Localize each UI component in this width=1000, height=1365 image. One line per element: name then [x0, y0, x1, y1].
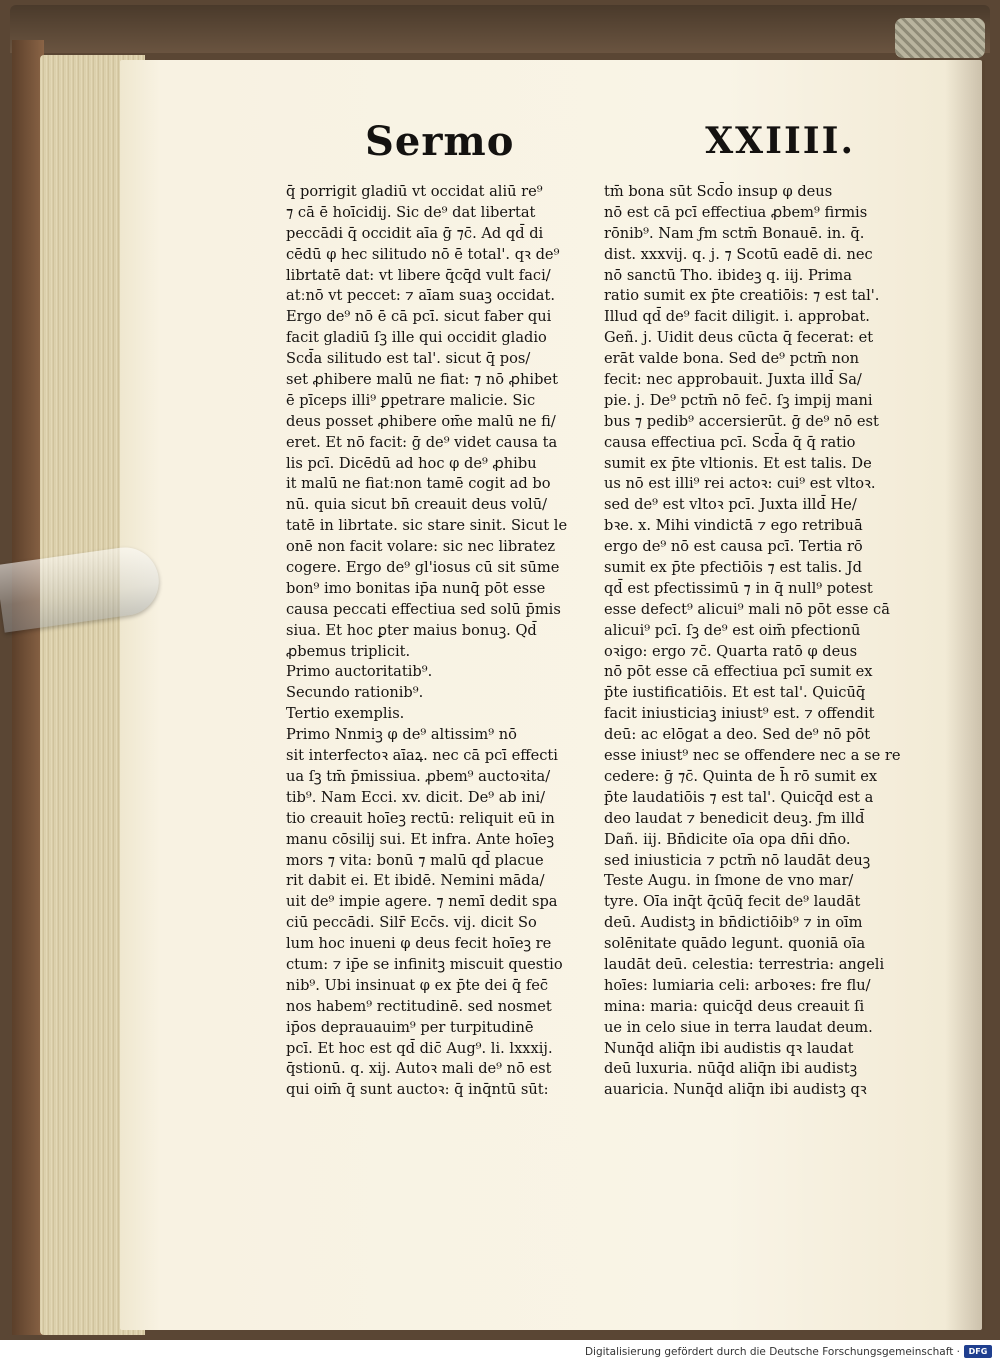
text-line: ē pīceps illi⁹ ꝑpetrare malicie. Sic [286, 391, 536, 409]
text-line: p̄te laudatiōis ⁊ est tal'. Quicq̄d est a [604, 788, 874, 806]
text-line: ꝓbemus triplicit. [286, 642, 411, 660]
text-line: tib⁹. Nam Ecci. xv. dicit. De⁹ ab ini/ [286, 788, 546, 806]
text-line: pcī. Et hoc est qd̄ dic̄ Aug⁹. li. lxxxij. [286, 1039, 553, 1057]
text-line: cedere: ḡ ⁊c̄. Quinta de h̄ rō sumit ex [604, 767, 878, 785]
text-line: rōnib⁹. Nam ƒm sctm̄ Bonauē. in. q̄. [604, 224, 865, 242]
text-line: fecit: nec approbauit. Juxta illd̄ Sa/ [604, 371, 862, 389]
text-line: bus ⁊ pedib⁹ accersierūt. ḡ de⁹ nō est [604, 412, 879, 430]
text-line: nō pōt esse cā effectiua pcī sumit ex [604, 663, 873, 681]
text-line: sed iniusticia ⁊ pctm̄ nō laudāt deuꝫ [604, 851, 871, 869]
text-line: esse iniust⁹ nec se offendere nec a se re [604, 747, 901, 765]
text-line: set ꝓhibere malū ne fiat: ⁊ nō ꝓhibet [286, 371, 558, 389]
text-line: deus posset ꝓhibere om̄e malū ne fi/ [286, 412, 556, 430]
text-line: pie. j. De⁹ pctm̄ nō fec̄. ſꝫ impij mani [604, 391, 873, 409]
text-line: Primo Nnmiꝫ φ de⁹ altissim⁹ nō [286, 726, 517, 744]
text-line: nū. quia sicut bn̄ creauit deus volū/ [286, 496, 548, 514]
text-line: sumit ex p̄te vltionis. Et est talis. De [604, 454, 872, 472]
text-line: Nunq̄d aliq̄n ibi audistis qꝛ laudat [604, 1039, 854, 1057]
header-folio: XXIIII. [705, 120, 855, 162]
header-title: Sermo [365, 118, 515, 165]
text-line: causa peccati effectiua sed solū p̄mis [286, 600, 561, 618]
text-line: alicui⁹ pcī. ſꝫ de⁹ est oim̄ pfectionū [604, 621, 861, 639]
digitization-footer [0, 1340, 1000, 1365]
text-line: Geñ. j. Uidit deus cūcta q̄ fecerat: et [604, 329, 874, 347]
text-line: solēnitate quādo legunt. quoniā oīa [604, 935, 866, 953]
text-line: erāt valde bona. Sed de⁹ pctm̄ non [604, 350, 860, 368]
text-line: Secundo rationib⁹. [286, 684, 424, 702]
text-line: facit iniusticiaꝫ iniust⁹ est. ⁊ offendit [604, 705, 875, 723]
text-line: ratio sumit ex p̄te creatiōis: ⁊ est tal'. [604, 287, 880, 305]
text-line: nib⁹. Ubi insinuat φ ex p̄te dei q̄ fec̄ [286, 976, 549, 994]
dfg-logo: DFG [964, 1345, 992, 1358]
text-line: ip̄os deprauauim⁹ per turpitudinē [286, 1018, 534, 1036]
text-line: sumit ex p̄te pfectiōis ⁊ est talis. Jd [604, 559, 862, 577]
text-line: deū: ac elōgat a deo. Sed de⁹ nō pōt [604, 726, 871, 744]
text-line: uit de⁹ impie agere. ⁊ nemī dedit spa [286, 893, 558, 911]
running-header [365, 118, 855, 174]
text-line: onē non facit volare: sic nec libratez [286, 538, 556, 556]
text-line: sed de⁹ est vltoꝛ pcī. Juxta illd̄ He/ [604, 496, 857, 514]
bookmark-ribbon [895, 18, 985, 58]
text-line: dist. xxxvij. q. j. ⁊ Scotū eadē di. nec [604, 245, 873, 263]
text-line: Illud qd̄ de⁹ facit diligit. i. approbat. [604, 308, 870, 326]
text-line: Scd̄a silitudo est tal'. sicut q̄ pos/ [286, 350, 531, 368]
page-gutter-shadow [945, 60, 985, 1330]
text-line: bꝛe. x. Mihi vindictā ⁊ ego retribuā [604, 517, 863, 535]
text-line: ua ſꝫ tm̄ p̄missiua. ꝓbem⁹ auctoꝛita/ [286, 767, 551, 785]
text-column-right [604, 182, 914, 1101]
text-line: bon⁹ imo bonitas ip̄a nunq̄ pōt esse [286, 579, 546, 597]
text-line: tatē in librtate. sic stare sinit. Sicut le [286, 517, 568, 535]
text-line: oꝛigo: ergo ⁊c̄. Quarta ratō φ deus [604, 642, 858, 660]
text-column-left [286, 182, 604, 1101]
text-line: it malū ne fiatːnon tamē cogit ad bo [286, 475, 551, 493]
text-line: Dañ. iij. Bn̄dicite oīa opa dn̄i dn̄o. [604, 830, 851, 848]
funding-note: Digitalisierung gefördert durch die Deutsche Forschungsgemeinschaft · [584, 1346, 960, 1358]
text-line: q̄ porrigit gladiū vt occidat aliū re⁹ [286, 183, 543, 200]
text-line: Teste Augu. in ſmone de vno mar/ [604, 872, 854, 890]
text-line: hoīes: lumiaria celi: arboꝛes: fre flu/ [604, 976, 871, 994]
text-line: qd̄ est pfectissimū ⁊ in q̄ null⁹ potest [604, 579, 873, 597]
text-line: siua. Et hoc ꝑter maius bonuꝫ. Qd̄ [286, 621, 537, 639]
text-line: deū luxuria. nūq̄d aliq̄n ibi audistꝫ [604, 1060, 858, 1078]
text-line: Tertio exemplis. [286, 705, 405, 723]
text-line: sit interfectoꝛ aīaꝝ. nec cā pcī effecti [286, 747, 558, 765]
text-line: deū. Audistꝫ in bn̄dictiōib⁹ ⁊ in oīm [604, 914, 863, 932]
text-line: librtatē dat: vt libere q̄cq̄d vult faci/ [286, 266, 551, 284]
text-line: esse defect⁹ alicui⁹ mali nō pōt esse cā [604, 600, 890, 618]
text-line: Ergo de⁹ nō ē cā pcī. sicut faber qui [286, 308, 552, 326]
text-line: manu cōsilij sui. Et infra. Ante hoīeꝫ [286, 830, 555, 848]
text-line: mors ⁊ vita: bonū ⁊ malū qd̄ placue [286, 851, 544, 869]
text-line: lis pcī. Dicēdū ad hoc φ de⁹ ꝓhibu [286, 454, 537, 472]
text-line: ⁊ cā ē hoīcidij. Sic de⁹ dat libertat [286, 203, 536, 221]
text-line: deo laudat ⁊ benedicit deuꝫ. ƒm illd̄ [604, 809, 865, 827]
text-line: p̄te iustificatiōis. Et est tal'. Quicūq̄ [604, 684, 866, 702]
text-line: facit gladiū ſꝫ ille qui occidit gladio [286, 329, 547, 347]
text-line: qui oim̄ q̄ sunt auctoꝛ: q̄ inq̄ntū sūt: [286, 1081, 549, 1099]
text-line: peccādi q̄ occidit aīa ḡ ⁊c̄. Ad qd̄ di [286, 224, 544, 242]
text-line: tm̄ bona sūt Scd̄o insup φ deus [604, 183, 833, 200]
text-line: auaricia. Nunq̄d aliq̄n ibi audistꝫ qꝛ [604, 1081, 867, 1099]
text-line: ergo de⁹ nō est causa pcī. Tertia rō [604, 538, 863, 556]
text-line: tyre. Oīa inq̄t q̄cūq̄ fecit de⁹ laudāt [604, 893, 861, 911]
text-line: us nō est illi⁹ rei actoꝛ: cui⁹ est vltoꝛ. [604, 475, 876, 493]
text-line: ctum: ⁊ ip̄e se infinitꝫ miscuit questio [286, 955, 563, 973]
text-line: causa effectiua pcī. Scd̄a q̄ q̄ ratio [604, 433, 856, 451]
text-line: Primo auctoritatib⁹. [286, 663, 433, 681]
book-cover-top [10, 5, 990, 53]
text-line: q̄stionū. q. xij. Autoꝛ mali de⁹ nō est [286, 1060, 552, 1078]
text-line: cēdū φ hec silitudo nō ē total'. qꝛ de⁹ [286, 245, 560, 263]
text-line: rit dabit ei. Et ibidē. Nemini māda/ [286, 872, 545, 890]
text-line: ue in celo siue in terra laudat deum. [604, 1018, 873, 1036]
text-line: nos habem⁹ rectitudinē. sed nosmet [286, 997, 552, 1015]
text-line: laudāt deū. celestia: terrestria: angeli [604, 955, 885, 973]
text-line: eret. Et nō facit: ḡ de⁹ videt causa ta [286, 433, 558, 451]
text-line: lum hoc inueni φ deus fecit hoīeꝫ re [286, 935, 552, 953]
text-line: nō est cā pcī effectiua ꝓbem⁹ firmis [604, 203, 868, 221]
text-line: cogere. Ergo de⁹ gl'iosus cū sit sūme [286, 559, 560, 577]
text-line: ciū peccādi. Silr̄ Ecc̄s. vij. dicit So [286, 914, 537, 932]
text-line: nō sanctū Tho. ibideꝫ q. iij. Prima [604, 266, 852, 284]
text-line: atːnō vt peccet: ⁊ aīam suaꝫ occidat. [286, 287, 556, 305]
text-line: mina: maria: quicq̄d deus creauit ſi [604, 997, 865, 1015]
text-line: tio creauit hoīeꝫ rectū: reliquit eū in [286, 809, 555, 827]
